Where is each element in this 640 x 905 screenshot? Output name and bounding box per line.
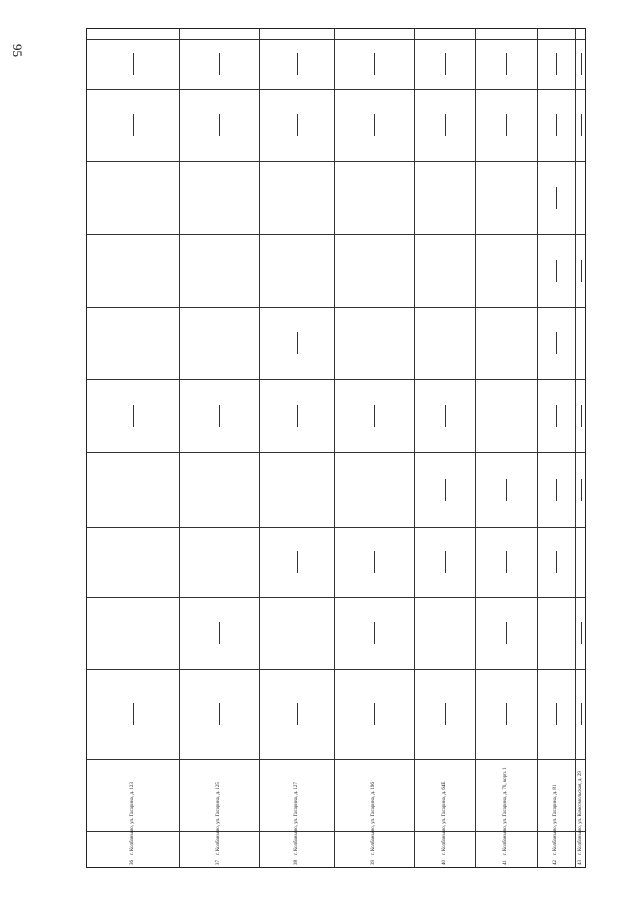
row-number: 41: [503, 860, 508, 865]
row-number: 40: [441, 860, 447, 865]
empty-cell-dash: [374, 405, 375, 427]
column-divider: [87, 759, 585, 760]
column-divider: [87, 597, 585, 598]
empty-cell-dash: [581, 114, 582, 136]
empty-cell-dash: [297, 53, 298, 75]
empty-cell-dash: [556, 405, 557, 427]
empty-cell-dash: [297, 405, 298, 427]
empty-cell-dash: [445, 53, 446, 75]
empty-cell-dash: [133, 53, 134, 75]
address-cell: г. Колбаньево, ул. Гагарина, д. 70, корп. 1: [503, 767, 508, 855]
empty-cell-dash: [581, 53, 582, 75]
column-divider: [87, 39, 585, 40]
column-divider: [87, 234, 585, 235]
empty-cell-dash: [556, 703, 557, 725]
row-divider: [537, 29, 538, 867]
empty-cell-dash: [219, 703, 220, 725]
empty-cell-dash: [219, 53, 220, 75]
address-cell: г. Колбаньево, ул. Гагарина, д. 123: [130, 782, 135, 855]
column-divider: [87, 379, 585, 380]
empty-cell-dash: [445, 479, 446, 501]
empty-cell-dash: [556, 114, 557, 136]
empty-cell-dash: [506, 114, 507, 136]
empty-cell-dash: [374, 703, 375, 725]
empty-cell-dash: [506, 622, 507, 644]
page-number: 95: [10, 44, 25, 57]
column-divider: [87, 452, 585, 453]
empty-cell-dash: [133, 405, 134, 427]
empty-cell-dash: [297, 551, 298, 573]
empty-cell-dash: [556, 479, 557, 501]
column-divider: [87, 161, 585, 162]
empty-cell-dash: [581, 479, 582, 501]
empty-cell-dash: [581, 703, 582, 725]
empty-cell-dash: [219, 114, 220, 136]
address-cell: г. Колбаньево, ул. Гагарина, д. 125: [216, 782, 221, 855]
row-divider: [475, 29, 476, 867]
row-divider: [259, 29, 260, 867]
empty-cell-dash: [219, 622, 220, 644]
empty-cell-dash: [374, 114, 375, 136]
address-cell: г. Колбаньево, ул. Комсомольская, д. 29: [578, 771, 583, 855]
empty-cell-dash: [556, 551, 557, 573]
row-number: 36: [130, 860, 135, 865]
empty-cell-dash: [297, 114, 298, 136]
column-divider: [87, 89, 585, 90]
empty-cell-dash: [297, 703, 298, 725]
empty-cell-dash: [374, 53, 375, 75]
empty-cell-dash: [556, 260, 557, 282]
rotated-data-table: [86, 28, 586, 868]
empty-cell-dash: [556, 187, 557, 209]
empty-cell-dash: [445, 405, 446, 427]
row-divider: [179, 29, 180, 867]
empty-cell-dash: [556, 53, 557, 75]
row-number: 43: [578, 860, 583, 865]
empty-cell-dash: [133, 703, 134, 725]
row-number: 37: [216, 860, 221, 865]
address-cell: г. Колбаньево, ул. Гагарина, д. 64Е: [441, 781, 447, 855]
column-divider: [87, 669, 585, 670]
column-divider: [87, 527, 585, 528]
empty-cell-dash: [445, 703, 446, 725]
empty-cell-dash: [445, 114, 446, 136]
column-divider: [87, 831, 585, 832]
empty-cell-dash: [506, 479, 507, 501]
empty-cell-dash: [445, 551, 446, 573]
empty-cell-dash: [506, 703, 507, 725]
row-divider: [334, 29, 335, 867]
empty-cell-dash: [556, 332, 557, 354]
row-number: 38: [293, 860, 299, 865]
empty-cell-dash: [506, 551, 507, 573]
empty-cell-dash: [374, 551, 375, 573]
empty-cell-dash: [297, 332, 298, 354]
row-number: 42: [553, 860, 558, 865]
row-number: 39: [371, 860, 376, 865]
row-divider: [414, 29, 415, 867]
empty-cell-dash: [133, 114, 134, 136]
empty-cell-dash: [219, 405, 220, 427]
empty-cell-dash: [581, 405, 582, 427]
address-cell: г. Колбаньево, ул. Гагарина, д. 81: [553, 784, 558, 855]
column-divider: [87, 307, 585, 308]
empty-cell-dash: [581, 622, 582, 644]
empty-cell-dash: [374, 622, 375, 644]
row-divider: [575, 29, 576, 867]
address-cell: г. Колбаньево, ул. Гагарина, д. 127: [293, 782, 299, 855]
empty-cell-dash: [506, 53, 507, 75]
address-cell: г. Колбаньево, ул. Гагарина, д. 196: [371, 782, 376, 855]
empty-cell-dash: [581, 260, 582, 282]
